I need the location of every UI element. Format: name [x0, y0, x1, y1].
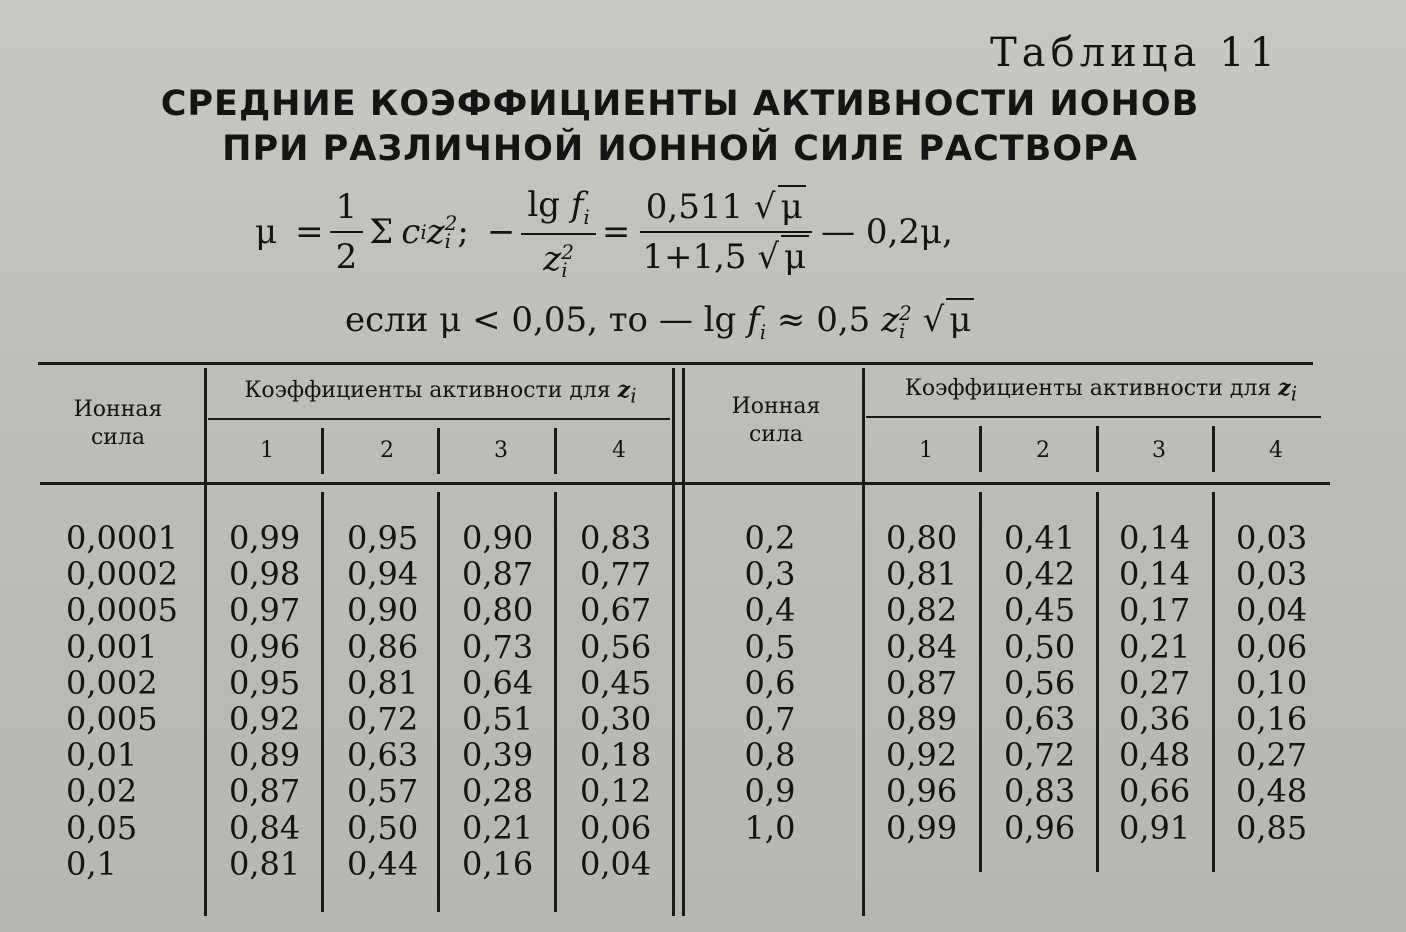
sqrt-sign-2: √: [757, 237, 780, 277]
sqrt-mu-2: μ: [781, 235, 809, 277]
table-cell: 0,2: [744, 519, 796, 557]
left-z2-column: [347, 520, 418, 882]
table-cell: 0,1: [66, 844, 117, 883]
approximation-formula: [345, 300, 974, 344]
table-cell: 0,8: [744, 736, 796, 775]
formula-c: c: [401, 212, 421, 252]
table-cell: 0,83: [1004, 772, 1076, 811]
table-cell: 1,0: [744, 808, 796, 847]
cond-z: z: [881, 300, 900, 340]
double-rule-b: [682, 368, 685, 916]
table-cell: 0,67: [580, 591, 652, 630]
table-cell: 0,39: [462, 736, 534, 775]
table-cell: 0,87: [886, 663, 958, 702]
right-z3-column: [1119, 520, 1190, 846]
title-line-1: СРЕДНИЕ КОЭФФИЦИЕНТЫ АКТИВНОСТИ ИОНОВ: [160, 84, 1200, 124]
right-div-2-3-header: [1096, 426, 1099, 472]
table-cell: 0,14: [1119, 519, 1191, 557]
sqrt-mu-1: μ: [778, 185, 806, 227]
right-div-3-4: [1212, 492, 1215, 872]
f-text: f: [570, 185, 584, 226]
table-cell: 0,7: [744, 699, 796, 738]
table-cell: 0,66: [1119, 772, 1191, 811]
right-col-z4: 4: [1269, 438, 1283, 463]
table-cell: 0,4: [744, 591, 796, 630]
left-group-subrule: [208, 418, 670, 420]
formula-minus: −: [486, 212, 516, 252]
table-cell: 0,63: [1004, 699, 1076, 738]
fraction-lg-den: [537, 235, 580, 282]
table-cell: 0,28: [462, 772, 534, 811]
left-group-header: [208, 376, 673, 409]
table-cell: 0,05: [66, 808, 138, 847]
left-col-z2: 2: [380, 438, 394, 463]
table-cell: 0,02: [66, 772, 138, 811]
right-mu-column: [722, 520, 818, 846]
ionic-strength-formula: [255, 182, 953, 282]
table-cell: 0,27: [1236, 736, 1308, 775]
sqrt-sign-3: √: [922, 300, 945, 340]
fraction-half-den: 2: [335, 237, 358, 277]
table-cell: 0,10: [1236, 663, 1308, 702]
right-group-header: [866, 374, 1336, 407]
table-caption: Таблица 11: [990, 30, 1280, 76]
condition-prefix: если μ < 0,05, то — lg: [345, 300, 737, 340]
table-cell: 0,5: [744, 627, 796, 666]
table-cell: 0,80: [886, 519, 958, 557]
table-cell: 0,92: [886, 736, 958, 775]
table-cell: 0,18: [580, 736, 652, 775]
table-cell: 0,51: [462, 699, 534, 738]
left-z4-column: [580, 520, 651, 882]
fraction-lg-num: [521, 185, 595, 235]
table-cell: 0,96: [886, 772, 958, 811]
right-z4-column: [1236, 520, 1307, 846]
table-cell: 0,45: [580, 663, 652, 702]
table-cell: 0,44: [347, 844, 419, 883]
left-mu-column: [66, 520, 178, 882]
fraction-rhs: [636, 187, 815, 277]
table-cell: 0,90: [347, 591, 419, 630]
table-cell: 0,001: [66, 627, 158, 666]
fraction-rhs-num: [640, 187, 812, 233]
formula-equals-2: =: [601, 212, 631, 252]
table-cell: 0,72: [347, 699, 419, 738]
left-div-1-2: [321, 492, 324, 912]
table-cell: 0,16: [1236, 699, 1308, 738]
formula-c-sub: i: [420, 220, 427, 244]
left-mu-divider: [204, 368, 207, 916]
table-cell: 0,56: [580, 627, 652, 666]
cond-z-sub: i: [899, 319, 906, 343]
table-cell: 0,42: [1004, 555, 1076, 594]
table-cell: 0,30: [580, 699, 652, 738]
left-div-2-3: [437, 492, 440, 912]
left-group-header-text: Коэффициенты активности для: [244, 378, 611, 403]
right-mu-divider: [862, 368, 865, 916]
table-cell: 0,80: [462, 591, 534, 630]
left-col-z1: 1: [260, 438, 274, 463]
formula-semicolon: ;: [457, 212, 469, 252]
table-cell: 0,85: [1236, 808, 1308, 847]
table-cell: 0,92: [229, 699, 301, 738]
cond-f: f: [747, 300, 760, 340]
formula-sum: Σ: [369, 212, 394, 252]
table-cell: 0,73: [462, 627, 534, 666]
left-div-3-4: [554, 492, 557, 912]
left-z3-column: [462, 520, 533, 882]
table-cell: 0,72: [1004, 736, 1076, 775]
table-cell: 0,16: [462, 844, 534, 883]
table-cell: 0,81: [229, 844, 301, 883]
table-cell: 0,45: [1004, 591, 1076, 630]
z-den-sup: 2: [561, 239, 574, 264]
table-cell: 0,0001: [66, 519, 178, 557]
left-group-header-z: z: [617, 377, 631, 403]
z-den-sub: i: [561, 257, 568, 282]
table-cell: 0,64: [462, 663, 534, 702]
table-cell: 0,77: [580, 555, 652, 594]
table-cell: 0,57: [347, 772, 419, 811]
formula-mu: μ: [255, 212, 278, 252]
table-cell: 0,12: [580, 772, 652, 811]
table-cell: 0,48: [1236, 772, 1308, 811]
right-group-header-z: z: [1278, 375, 1291, 401]
table-cell: 0,87: [229, 772, 301, 811]
title-line-2: ПРИ РАЗЛИЧНОЙ ИОННОЙ СИЛЕ РАСТВОРА: [222, 129, 1138, 169]
formula-z: z: [426, 212, 445, 252]
double-rule-a: [672, 368, 675, 916]
right-div-1-2: [979, 492, 982, 872]
table-cell: 0,04: [1236, 591, 1308, 630]
right-z2-column: [1004, 520, 1075, 846]
table-cell: 0,50: [347, 808, 419, 847]
rhs-coef: 0,511: [645, 187, 744, 227]
right-col-z1: 1: [919, 438, 933, 463]
table-header-rule: [40, 482, 1330, 485]
table-cell: 0,99: [229, 519, 301, 557]
table-cell: 0,89: [229, 736, 301, 775]
rhs-den-prefix: 1+1,5: [642, 237, 747, 277]
left-div-3-4-header: [554, 428, 557, 474]
fraction-rhs-den: [636, 233, 815, 277]
table-cell: 0,9: [744, 772, 796, 811]
right-group-header-text: Коэффициенты активности для: [904, 376, 1272, 401]
cond-f-sub: i: [759, 319, 767, 344]
table-cell: 0,0005: [66, 591, 178, 630]
left-z1-column: [229, 520, 300, 882]
fraction-lg: [521, 185, 595, 282]
right-z1-column: [886, 520, 957, 846]
right-div-2-3: [1096, 492, 1099, 872]
left-ionic-strength-header: Ионная сила: [73, 397, 163, 450]
right-div-3-4-header: [1212, 426, 1215, 472]
table-cell: 0,86: [347, 627, 419, 666]
left-div-1-2-header: [321, 428, 324, 474]
table-cell: 0,84: [229, 808, 301, 847]
formula-tail: — 0,2μ,: [821, 212, 953, 252]
table-cell: 0,06: [580, 808, 652, 847]
sqrt-mu-3: μ: [946, 298, 974, 340]
formula-z-sup: 2: [444, 211, 458, 235]
table-cell: 0,17: [1119, 591, 1191, 630]
right-col-z2: 2: [1036, 438, 1050, 463]
table-cell: 0,95: [229, 663, 301, 702]
table-cell: 0,50: [1004, 627, 1076, 666]
cond-z-sup: 2: [899, 301, 912, 325]
table-cell: 0,03: [1236, 519, 1308, 557]
right-group-subrule: [866, 416, 1321, 418]
table-cell: 0,27: [1119, 663, 1191, 702]
table-cell: 0,97: [229, 591, 301, 630]
table-cell: 0,84: [886, 627, 958, 666]
table-cell: 0,41: [1004, 519, 1076, 557]
table-cell: 0,03: [1236, 555, 1308, 594]
table-cell: 0,81: [886, 555, 958, 594]
right-div-1-2-header: [979, 426, 982, 472]
table-cell: 0,6: [744, 663, 796, 702]
table-cell: 0,96: [1004, 808, 1076, 847]
table-cell: 0,96: [229, 627, 301, 666]
table-cell: 0,21: [1119, 627, 1191, 666]
table-cell: 0,002: [66, 663, 158, 702]
table-cell: 0,48: [1119, 736, 1191, 775]
right-col-z3: 3: [1152, 438, 1166, 463]
table-cell: 0,005: [66, 699, 158, 738]
fraction-half-num: 1: [330, 187, 364, 233]
left-div-2-3-header: [437, 428, 440, 474]
table-cell: 0,3: [744, 555, 796, 594]
left-col-z3: 3: [494, 438, 508, 463]
fraction-half: [330, 187, 364, 277]
right-ionic-strength-header: Ионная сила: [731, 394, 821, 447]
left-group-header-sub: i: [630, 383, 637, 408]
table-cell: 0,91: [1119, 808, 1191, 847]
table-cell: 0,82: [886, 591, 958, 630]
formula-equals-1: =: [295, 212, 324, 252]
table-top-rule: [38, 362, 1313, 365]
lg-text: lg: [527, 185, 561, 226]
table-cell: 0,0002: [66, 555, 178, 594]
table-cell: 0,14: [1119, 555, 1191, 594]
table-cell: 0,95: [347, 519, 419, 557]
condition-approx: ≈ 0,5: [776, 300, 871, 340]
table-cell: 0,01: [66, 736, 138, 775]
table-cell: 0,06: [1236, 627, 1308, 666]
formula-z-sub: i: [444, 229, 452, 253]
table-cell: 0,83: [580, 519, 652, 557]
table-cell: 0,87: [462, 555, 534, 594]
table-cell: 0,89: [886, 699, 958, 738]
z-den: z: [543, 238, 562, 279]
table-cell: 0,63: [347, 736, 419, 775]
table-cell: 0,94: [347, 555, 419, 594]
table-cell: 0,81: [347, 663, 419, 702]
table-cell: 0,56: [1004, 663, 1076, 702]
table-cell: 0,98: [229, 555, 301, 594]
f-sub: i: [583, 204, 590, 229]
left-col-z4: 4: [612, 438, 626, 463]
table-cell: 0,90: [462, 519, 534, 557]
sqrt-sign-1: √: [753, 187, 776, 227]
table-cell: 0,21: [462, 808, 534, 847]
table-cell: 0,04: [580, 844, 652, 883]
right-group-header-sub: i: [1290, 381, 1298, 406]
table-cell: 0,99: [886, 808, 958, 847]
table-cell: 0,36: [1119, 699, 1191, 738]
